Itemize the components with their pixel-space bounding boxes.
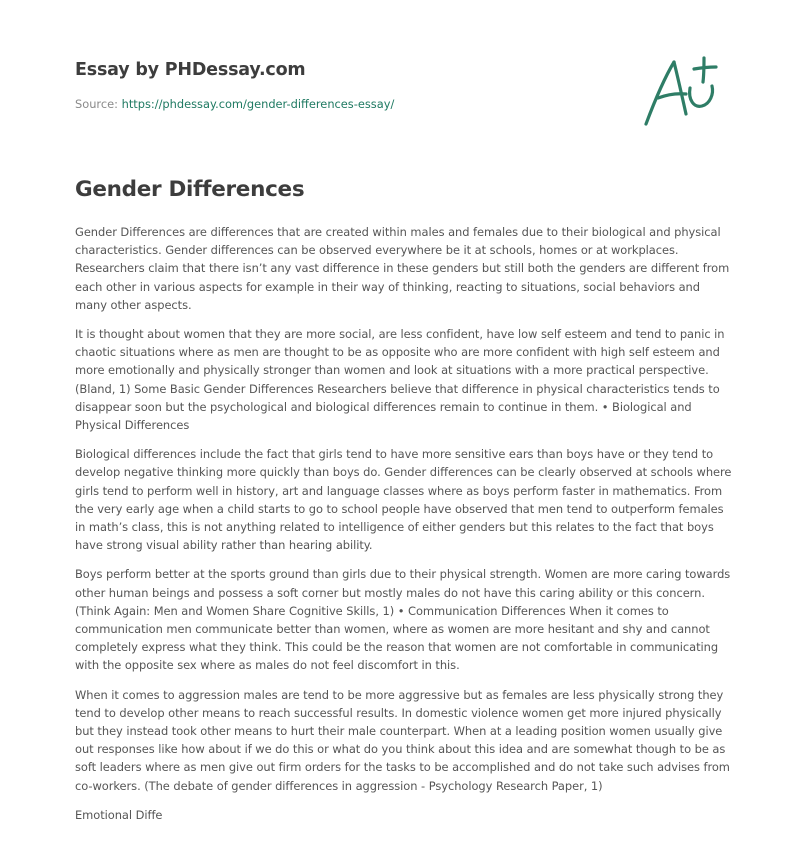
essay-title: Gender Differences [75,177,305,202]
paragraph: Emotional Diffe [75,807,163,822]
source-link[interactable]: https://phdessay.com/gender-differences-essay/ [121,97,395,111]
paragraph: It is thought about women that they are more social, are less confident, have low self esteem and tend to panic in chaotic situations where as men are thought to be as opposite who are more confident with high self esteem and more emotionally and physically stronger than women and look at situations with a more practical perspective. (Bland, 1) Some Basic Gender Differences Researchers believe that difference in physical characteristics tends to disappear soon but the psychological and biological differences remain to continue in them. • Biological and Physical Differences [75,327,725,433]
source-line [75,96,575,112]
essay-header [75,58,575,112]
essay-body [75,223,735,835]
site-title: Essay by PHDessay.com [75,60,306,80]
paragraph: When it comes to aggression males are tend to be more aggressive but as females are less physically strong they tend to develop other means to reach successful results. In domestic violence women get more injured physically but they instead took other means to hurt their male counterpart. When at a leading position women usually give out responses like how about if we do this or what do you think about this idea and are somewhat though to be as soft leaders where as men give out firm orders for the tasks to be accomplished and do not take such advises from co-workers. (The debate of gender differences in aggression - Psychology Research Paper, 1) [75,687,730,793]
a-plus-logo-icon [640,52,728,130]
paragraph: Biological differences include the fact that girls tend to have more sensitive ears than boys have or they tend to develop negative thinking more quickly than boys do. Gender differences can be clearly observed at schools where girls tend to perform well in history, art and language classes where as boys perform faster in mathematics. From the very early age when a child starts to go to school people have observed that men tend to outperform females in math’s class, this is not anything related to intelligence of either genders but this relates to the fact that boys have strong visual ability rather than hearing ability. [75,447,732,553]
paragraph: Gender Differences are differences that are created within males and females due to their biological and physical characteristics. Gender differences can be observed everywhere be it at schools, homes or at workplaces. Researchers claim that there isn’t any vast difference in these genders but still both the genders are different from each other in various aspects for example in their way of thinking, reacting to situations, social behaviors and many other aspects. [75,225,730,312]
paragraph: Boys perform better at the sports ground than girls due to their physical strength. Women are more caring towards other human beings and possess a soft corner but mostly males do not have this caring ability or this concern. (Think Again: Men and Women Share Cognitive Skills, 1) • Communication Differences When it comes to communication men communicate better than women, where as women are more hesitant and shy and cannot completely express what they think. This could be the reason that women are not comfortable in communicating with the opposite sex where as males do not feel discomfort in this. [75,567,731,673]
source-label: Source: [75,97,122,111]
